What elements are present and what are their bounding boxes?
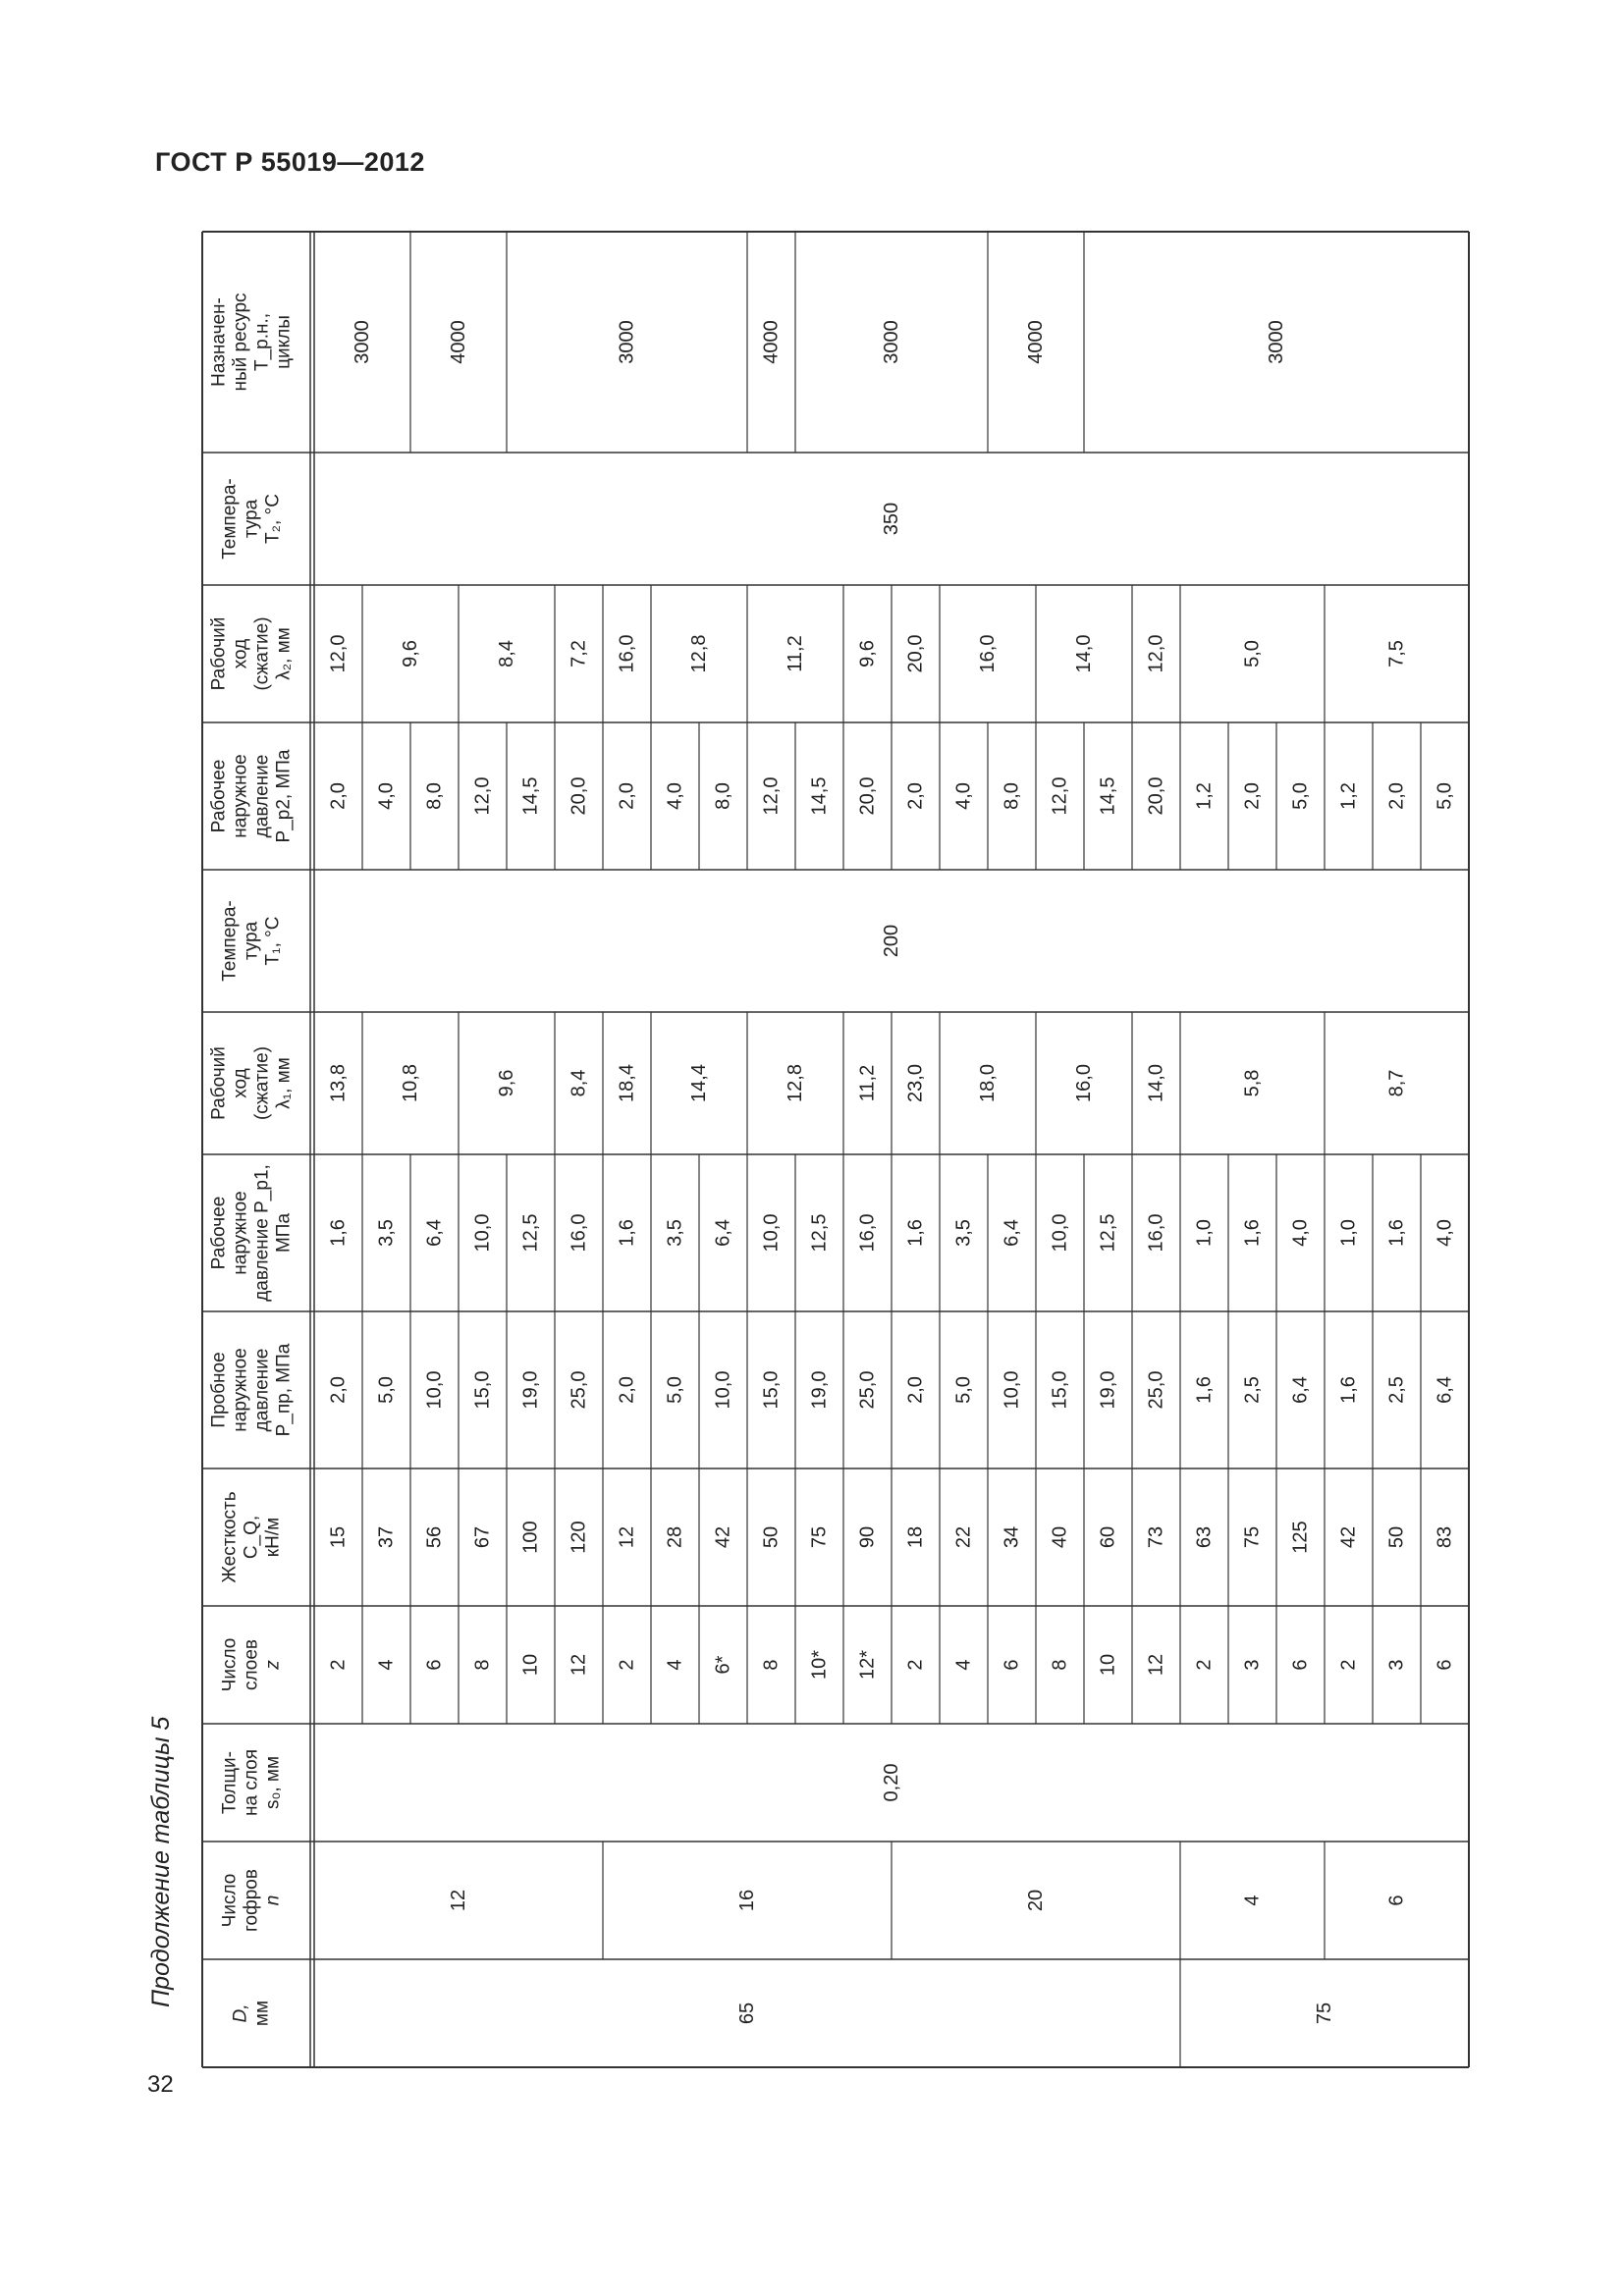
cell-l1-group: 8,4 <box>568 1069 590 1097</box>
cell-z: 8 <box>471 1659 494 1671</box>
cell-l2-group: 12,8 <box>688 634 710 673</box>
cell-D-group: 65 <box>736 2002 758 2025</box>
cell-Pp2: 5,0 <box>1289 782 1312 810</box>
cell-z: 2 <box>327 1659 350 1671</box>
cell-CQ: 40 <box>1049 1525 1071 1549</box>
cell-CQ: 60 <box>1097 1525 1119 1549</box>
cell-Pp1: 10,0 <box>471 1213 494 1253</box>
cell-l1-group: 5,8 <box>1241 1069 1264 1097</box>
cell-Ppr: 19,0 <box>519 1370 542 1410</box>
cell-l1-group: 16,0 <box>1073 1064 1095 1102</box>
cell-Pp1: 4,0 <box>1289 1219 1312 1247</box>
cell-l1-group: 18,4 <box>616 1064 638 1102</box>
cell-Tr-group: 3000 <box>881 320 902 364</box>
header-l1-line: λ₁, мм <box>273 1057 295 1109</box>
cell-Pp1: 16,0 <box>856 1213 879 1253</box>
cell-CQ: 67 <box>471 1525 494 1549</box>
header-l1-line: Рабочий <box>208 1046 230 1120</box>
cell-Pp2: 20,0 <box>568 776 590 816</box>
cell-Ppr: 10,0 <box>423 1370 446 1410</box>
cell-CQ: 50 <box>1385 1525 1408 1549</box>
cell-l1-group: 11,2 <box>856 1064 879 1102</box>
cell-Pp2: 2,0 <box>1385 782 1408 810</box>
header-Pp1-line: МПа <box>273 1212 295 1254</box>
page-number: 32 <box>147 2071 174 2098</box>
cell-l2-group: 12,0 <box>327 634 350 673</box>
cell-z: 2 <box>904 1659 927 1671</box>
cell-Ppr: 2,0 <box>616 1376 638 1404</box>
cell-Ppr: 15,0 <box>1049 1370 1071 1410</box>
cell-z: 2 <box>1193 1659 1216 1671</box>
cell-Ppr: 5,0 <box>952 1376 975 1404</box>
cell-CQ: 42 <box>712 1525 734 1549</box>
cell-Ppr: 15,0 <box>471 1370 494 1410</box>
cell-Pp1: 4,0 <box>1434 1219 1456 1247</box>
cell-l1-group: 9,6 <box>496 1069 517 1097</box>
cell-Pp1: 3,5 <box>375 1219 398 1247</box>
cell-Pp2: 2,0 <box>1241 782 1264 810</box>
cell-n-group: 12 <box>448 1889 469 1912</box>
cell-Pp1: 3,5 <box>664 1219 686 1247</box>
cell-Ppr: 5,0 <box>375 1376 398 1404</box>
cell-Ppr: 1,6 <box>1337 1376 1360 1404</box>
cell-Ppr: 10,0 <box>1001 1370 1023 1410</box>
cell-Ppr: 2,0 <box>904 1376 927 1404</box>
cell-Ppr: 1,6 <box>1193 1376 1216 1404</box>
header-T2-line: тура <box>241 499 262 539</box>
cell-l1-group: 12,8 <box>785 1064 806 1102</box>
cell-l2-group: 8,4 <box>496 640 517 667</box>
cell-l2-group: 9,6 <box>400 640 421 667</box>
header-Pp2-line: Рабочее <box>208 759 230 833</box>
cell-Pp1: 16,0 <box>568 1213 590 1253</box>
cell-Pp1: 1,6 <box>1241 1219 1264 1247</box>
cell-CQ: 28 <box>664 1525 686 1549</box>
cell-CQ: 120 <box>568 1521 590 1554</box>
cell-z: 3 <box>1241 1659 1264 1671</box>
cell-Tr-group: 3000 <box>352 320 373 364</box>
cell-CQ: 83 <box>1434 1525 1456 1549</box>
cell-Pp2: 2,0 <box>327 782 350 810</box>
cell-CQ: 50 <box>760 1525 783 1549</box>
cell-n-group: 16 <box>736 1889 758 1912</box>
header-CQ-line: C_Q, <box>241 1515 262 1560</box>
cell-Ppr: 2,5 <box>1241 1376 1264 1404</box>
header-n-line: гофров <box>241 1869 262 1932</box>
cell-l1-group: 13,8 <box>327 1064 350 1102</box>
cell-Ppr: 5,0 <box>664 1376 686 1404</box>
cell-Pp2: 20,0 <box>1145 776 1167 816</box>
cell-CQ: 18 <box>904 1525 927 1549</box>
header-l1-line: ход <box>230 1068 251 1098</box>
cell-Tr-group: 3000 <box>1266 320 1287 364</box>
cell-Ppr: 19,0 <box>808 1370 831 1410</box>
cell-z: 6 <box>1001 1659 1023 1671</box>
cell-CQ: 100 <box>519 1521 542 1554</box>
cell-Pp1: 12,5 <box>519 1213 542 1253</box>
cell-z: 6* <box>712 1655 734 1675</box>
header-Pp2-line: наружное <box>230 754 251 838</box>
cell-Pp2: 20,0 <box>856 776 879 816</box>
cell-n-group: 20 <box>1025 1889 1047 1912</box>
header-Pp2-line: P_р2, МПа <box>273 749 295 843</box>
cell-l2-group: 20,0 <box>904 634 927 673</box>
cell-l1-group: 14,0 <box>1145 1064 1167 1102</box>
cell-z: 2 <box>616 1659 638 1671</box>
header-z-line: z <box>262 1660 284 1670</box>
cell-Ppr: 25,0 <box>568 1370 590 1410</box>
header-Ppr-line: Пробное <box>208 1352 230 1428</box>
cell-z: 4 <box>952 1659 975 1671</box>
cell-Pp1: 3,5 <box>952 1219 975 1247</box>
cell-l1-group: 18,0 <box>977 1064 999 1102</box>
cell-Pp2: 4,0 <box>664 782 686 810</box>
header-n-line: n <box>262 1895 284 1906</box>
table-caption: Продолжение таблицы 5 <box>147 1716 175 2007</box>
cell-z: 10 <box>519 1653 542 1677</box>
cell-l2-group: 16,0 <box>977 634 999 673</box>
cell-CQ: 34 <box>1001 1525 1023 1549</box>
cell-l1-group: 23,0 <box>904 1064 927 1102</box>
cell-T2-group: 350 <box>881 502 902 536</box>
cell-Pp2: 1,2 <box>1193 782 1216 810</box>
cell-l2-group: 11,2 <box>785 635 806 672</box>
cell-z: 3 <box>1385 1659 1408 1671</box>
cell-Pp2: 8,0 <box>423 782 446 810</box>
cell-CQ: 75 <box>1241 1525 1264 1549</box>
cell-z: 12 <box>568 1653 590 1677</box>
header-Pp1-line: наружное <box>230 1191 251 1275</box>
cell-Pp2: 2,0 <box>904 782 927 810</box>
cell-Pp2: 14,5 <box>808 776 831 816</box>
header-Ppr-line: давление <box>251 1348 273 1432</box>
cell-Tr-group: 4000 <box>760 320 783 364</box>
cell-Pp2: 14,5 <box>519 776 542 816</box>
header-l1-line: (сжатие) <box>251 1045 273 1121</box>
header-Tr-line: циклы <box>273 315 295 369</box>
cell-Pp1: 1,0 <box>1337 1219 1360 1247</box>
cell-Ppr: 10,0 <box>712 1370 734 1410</box>
cell-CQ: 73 <box>1145 1525 1167 1549</box>
header-s0-line: s₀, мм <box>262 1755 284 1810</box>
cell-Tr-group: 4000 <box>448 320 469 364</box>
cell-z: 4 <box>664 1659 686 1671</box>
cell-Pp1: 16,0 <box>1145 1213 1167 1253</box>
cell-D-group: 75 <box>1314 2002 1335 2025</box>
cell-Tr-group: 4000 <box>1025 320 1047 364</box>
cell-l2-group: 9,6 <box>856 640 879 667</box>
header-CQ-line: Жесткость <box>219 1491 241 1583</box>
cell-z: 12 <box>1145 1653 1167 1677</box>
cell-z: 4 <box>375 1659 398 1671</box>
cell-z: 10* <box>808 1649 831 1681</box>
cell-CQ: 125 <box>1289 1521 1312 1554</box>
cell-Pp1: 10,0 <box>760 1213 783 1253</box>
cell-Tr-group: 3000 <box>616 320 638 364</box>
cell-Ppr: 25,0 <box>1145 1370 1167 1410</box>
cell-Pp2: 14,5 <box>1097 776 1119 816</box>
cell-Pp1: 6,4 <box>423 1219 446 1247</box>
cell-Pp2: 8,0 <box>1001 782 1023 810</box>
header-z-line: слоев <box>241 1638 262 1691</box>
cell-l2-group: 5,0 <box>1241 640 1264 667</box>
cell-Ppr: 19,0 <box>1097 1370 1119 1410</box>
header-T2-line: T₂, °C <box>262 494 284 544</box>
cell-CQ: 12 <box>616 1525 638 1549</box>
header-z-line: Число <box>219 1637 241 1692</box>
cell-Pp2: 2,0 <box>616 782 638 810</box>
cell-Ppr: 2,0 <box>327 1376 350 1404</box>
rotated-table <box>202 232 1469 2067</box>
header-Ppr-line: наружное <box>230 1348 251 1432</box>
header-Tr-line: Назначен- <box>208 297 230 387</box>
header-D-line: мм <box>251 2000 273 2027</box>
cell-Pp2: 12,0 <box>760 776 783 816</box>
cell-CQ: 37 <box>375 1525 398 1549</box>
cell-Pp1: 10,0 <box>1049 1213 1071 1253</box>
cell-l1-group: 8,7 <box>1385 1069 1408 1097</box>
header-T1-line: T₁, °C <box>262 916 284 966</box>
cell-Pp1: 1,6 <box>327 1219 350 1247</box>
header-n-line: Число <box>219 1873 241 1928</box>
cell-CQ: 75 <box>808 1525 831 1549</box>
header-l2-line: λ₂, мм <box>273 627 295 680</box>
cell-l2-group: 16,0 <box>616 634 638 673</box>
cell-T1-group: 200 <box>881 924 902 958</box>
cell-CQ: 90 <box>856 1525 879 1549</box>
cell-CQ: 42 <box>1337 1525 1360 1549</box>
cell-s0-group: 0,20 <box>881 1763 902 1802</box>
cell-n-group: 6 <box>1385 1895 1408 1906</box>
cell-n-group: 4 <box>1241 1895 1264 1906</box>
cell-CQ: 22 <box>952 1525 975 1549</box>
cell-CQ: 56 <box>423 1525 446 1549</box>
cell-z: 10 <box>1097 1653 1119 1677</box>
header-l2-line: (сжатие) <box>251 616 273 691</box>
cell-Pp2: 12,0 <box>1049 776 1071 816</box>
cell-Pp1: 1,6 <box>1385 1219 1408 1247</box>
cell-Pp1: 12,5 <box>1097 1213 1119 1253</box>
cell-Pp1: 6,4 <box>712 1219 734 1247</box>
cell-z: 6 <box>1289 1659 1312 1671</box>
header-Tr-line: ный ресурс <box>230 293 251 392</box>
header-Tr-line: T_р.н., <box>251 312 273 372</box>
cell-Pp2: 4,0 <box>952 782 975 810</box>
header-T1-line: тура <box>241 921 262 961</box>
cell-Ppr: 15,0 <box>760 1370 783 1410</box>
cell-Pp2: 12,0 <box>471 776 494 816</box>
cell-z: 8 <box>1049 1659 1071 1671</box>
header-l2-line: Рабочий <box>208 616 230 691</box>
cell-Pp1: 1,6 <box>616 1219 638 1247</box>
header-T2-line: Темпера- <box>219 478 241 560</box>
header-Ppr-line: P_пр, МПа <box>273 1343 295 1437</box>
cell-Ppr: 2,5 <box>1385 1376 1408 1404</box>
cell-Pp1: 6,4 <box>1001 1219 1023 1247</box>
cell-l1-group: 14,4 <box>688 1064 710 1102</box>
header-Pp2-line: давление <box>251 754 273 838</box>
header-s0-line: Толщи- <box>219 1751 241 1814</box>
cell-z: 8 <box>760 1659 783 1671</box>
cell-Pp2: 1,2 <box>1337 782 1360 810</box>
header-l2-line: ход <box>230 638 251 669</box>
header-CQ-line: кН/м <box>262 1517 284 1558</box>
cell-l1-group: 10,8 <box>400 1064 421 1102</box>
header-D-line: D, <box>230 2003 251 2023</box>
cell-z: 12* <box>856 1649 879 1681</box>
header-Pp1-line: давление P_р1, <box>251 1164 273 1302</box>
cell-l2-group: 7,5 <box>1385 640 1408 667</box>
cell-Pp2: 5,0 <box>1434 782 1456 810</box>
cell-z: 2 <box>1337 1659 1360 1671</box>
cell-CQ: 63 <box>1193 1525 1216 1549</box>
cell-l2-group: 14,0 <box>1073 634 1095 673</box>
cell-Pp1: 1,0 <box>1193 1219 1216 1247</box>
cell-z: 6 <box>423 1659 446 1671</box>
cell-Pp1: 1,6 <box>904 1219 927 1247</box>
cell-Pp2: 8,0 <box>712 782 734 810</box>
cell-z: 6 <box>1434 1659 1456 1671</box>
cell-Ppr: 25,0 <box>856 1370 879 1410</box>
document-header: ГОСТ Р 55019—2012 <box>155 147 425 177</box>
cell-CQ: 15 <box>327 1525 350 1549</box>
cell-Ppr: 6,4 <box>1434 1376 1456 1404</box>
header-Pp1-line: Рабочее <box>208 1196 230 1270</box>
cell-l2-group: 7,2 <box>568 640 590 667</box>
cell-l2-group: 12,0 <box>1145 634 1167 673</box>
cell-Ppr: 6,4 <box>1289 1376 1312 1404</box>
cell-Pp2: 4,0 <box>375 782 398 810</box>
header-s0-line: на слоя <box>241 1749 262 1816</box>
header-T1-line: Темпера- <box>219 900 241 982</box>
table-5-continuation <box>202 232 1469 2067</box>
cell-Pp1: 12,5 <box>808 1213 831 1253</box>
